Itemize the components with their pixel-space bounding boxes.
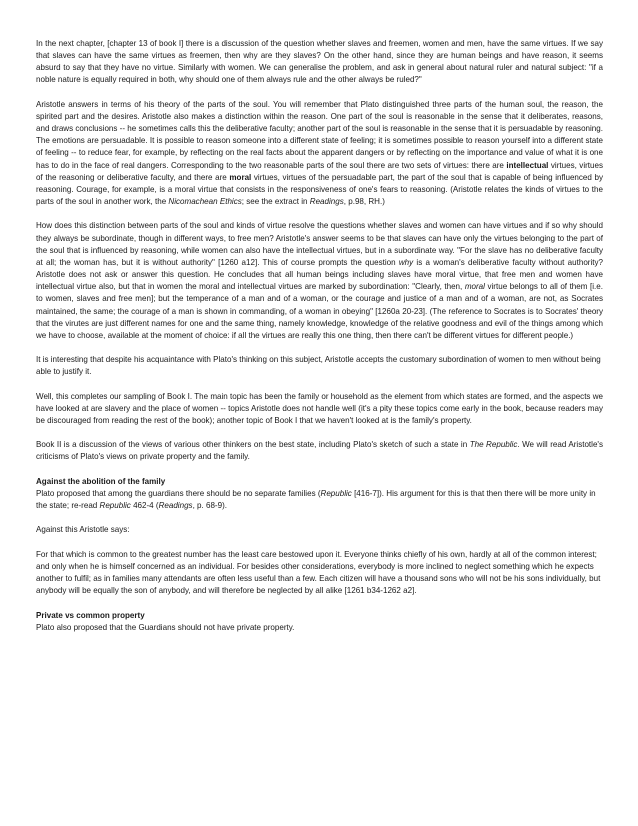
quotation-common-care	[36, 549, 603, 598]
title-readings: Readings	[309, 197, 344, 207]
emphasis-moral: moral	[464, 282, 485, 292]
section-abolition-of-family	[36, 476, 603, 512]
text-run: virtues, virtues of the reasoning or deliberative faculty, and there are	[36, 160, 603, 182]
section-heading: Private vs common property	[36, 610, 145, 620]
title-nicomachean-ethics: Nicomachean Ethics	[168, 197, 242, 207]
text-run: Aristotle answers in terms of his theory of the parts of the soul. You will remember that Plato distinguished three parts of the human soul, the reason, the spirited part and the desires. Aristotle also makes a distinction within the reason. One part of the soul is reasonable in the sense that it deliberates, reasons, and draws conclusions -- he sometimes calls this the deliberative faculty; another part of the soul is reasonable in the sense that it is persuadable by reasoning. The emotions are persuadable. It is possible to reason someone into a different state of feeling; it is sometimes possible to reason yourself into a different state of feeling -- to reduce fear, for example, by reflecting on the real facts about the apparent dangers or by reflecting on the importance and value of what it is one has to do in the face of real dangers. Corresponding to the two reasonable parts of the soul there are two sets of virtues: there are	[36, 99, 603, 170]
paragraph-text: It is interesting that despite his acquaintance with Plato's thinking on this subject, Aristotle accepts the customary subordination of women to men without being able to justify it.	[36, 355, 601, 377]
text-run: , p.98, RH.)	[343, 197, 385, 207]
emphasis-why: why	[398, 257, 414, 267]
document-page	[36, 38, 603, 646]
title-republic: Republic	[320, 488, 352, 498]
paragraph-text: Against this Aristotle says:	[36, 525, 130, 535]
paragraph-text: In the next chapter, [chapter 13 of book I] there is a discussion of the question whether slaves and freemen, women and men, have the same virtues. If we say that slaves can have the same virtues as freemen, then why are they slaves? On the other hand, since they are human beings and have reason, it seems absurd to say that they have no virtue. Similarly with women. We can generalise the problem, and ask in general about natural ruler and natural subject: "if a noble nature is equally required in both, why should one of them always rule and the other always be ruled?"	[36, 39, 603, 85]
text-run: virtues, virtues of the persuadable part, the part of the soul that is capable of being influenced by reasoning. Courage, for example, is a moral virtue that consists in the responsiveness of one's fears to reasoning. (Aristotle relates the kinds of virtues to the parts of the soul in another work, the	[36, 172, 603, 207]
title-readings: Readings	[158, 501, 193, 511]
section-private-property	[36, 610, 603, 634]
text-run: . We will read Aristotle's criticisms of Plato's views on private property and the family.	[36, 440, 603, 462]
text-run: ; see the extract in	[241, 197, 310, 207]
paragraph-book-two-intro	[36, 439, 603, 463]
text-run: How does this distinction between parts of the soul and kinds of virtue resolve the questions whether slaves and women can have virtues and if so why should they always be subordinate, though in different ways, to free men? Aristotle's answer seems to be that slaves can have only the virtues belonging to the part of the soul that is influenced by reasoning, while women can also have the intellectual virtues, but in a subordinate way. "For the slave has no deliberative faculty at all; the woman has, but it is without authority" [1260 a12]. This of course prompts the question	[36, 221, 603, 267]
text-run: , p. 68-9).	[192, 501, 228, 511]
text-run: Book II is a discussion of the views of various other thinkers on the best state, including Plato's sketch of such a state in	[36, 440, 470, 450]
paragraph-text: Plato also proposed that the Guardians should not have private property.	[36, 622, 295, 632]
paragraph-against-this	[36, 524, 603, 536]
emphasis-moral: moral	[229, 172, 252, 182]
paragraph-text: For that which is common to the greatest number has the least care bestowed upon it. Everyone thinks chiefly of his own, hardly at all of the common interest; and only when he is himself concerned as an individual. For besides other considerations, everybody is more inclined to neglect something which he expects another to fulfil; as in families many attendants are often less useful than a few. Each citizen will have a thousand sons who will not be his sons individually, but anybody will be equally the son of anybody, and will therefore be neglected by all alike [1261 b34-1262 a2].	[36, 549, 601, 596]
text-run: Plato proposed that among the guardians there should be no separate families (	[36, 488, 321, 498]
title-republic: Republic	[99, 501, 131, 511]
paragraph-text: Well, this completes our sampling of Book I. The main topic has been the family or household as the element from which states are formed, and the aspects we have looked at are slavery and the place of women -- topics Aristotle does not handle well (it's a pity these topics come early in the book, because readers may be discouraged from reading the rest of the book); another topic of Book I that we haven't looked at is the family's property.	[36, 391, 603, 425]
paragraph-customary-subordination	[36, 354, 603, 378]
title-the-republic: The Republic	[469, 440, 518, 450]
text-run: is a woman's deliberative faculty without authority? Aristotle does not ask or answer this question. He concludes that all human beings including slaves have moral virtue, that free men and women have intellectual virtue also, but that in women the moral and intellectual virtues are marked by subordination: "Clearly, then,	[36, 257, 603, 292]
section-heading: Against the abolition of the family	[36, 476, 166, 486]
emphasis-intellectual: intellectual	[506, 160, 549, 170]
text-run: [416-7]). His argument for this is that then there will be more unity in the state; re-read	[36, 488, 596, 511]
text-run: virtue belongs to all of them [i.e. to women, slaves and free men]; but the temperance of a man and of a woman, or the courage and justice of a man and of a woman, are not, as Socrates maintained, the same; the courage of a man is shown in commanding, of a woman in obeying" [1260a 20-23]. (The reference to Socrates is to Socrates' theory that the virutes are just different names for one and the same thing, namely knowledge, knowledge of the relative goodness and evil of the things among which we have to choose, available at the moment of choice: if all the virtues are really this one thing, then there can't be different virtues for different people.)	[36, 282, 603, 340]
paragraph-book-one-summary	[36, 391, 603, 427]
paragraph-slaves-and-women	[36, 220, 603, 342]
text-run: 462-4 (	[130, 501, 159, 511]
paragraph-parts-of-soul	[36, 99, 603, 208]
paragraph-virtues-question	[36, 38, 603, 87]
